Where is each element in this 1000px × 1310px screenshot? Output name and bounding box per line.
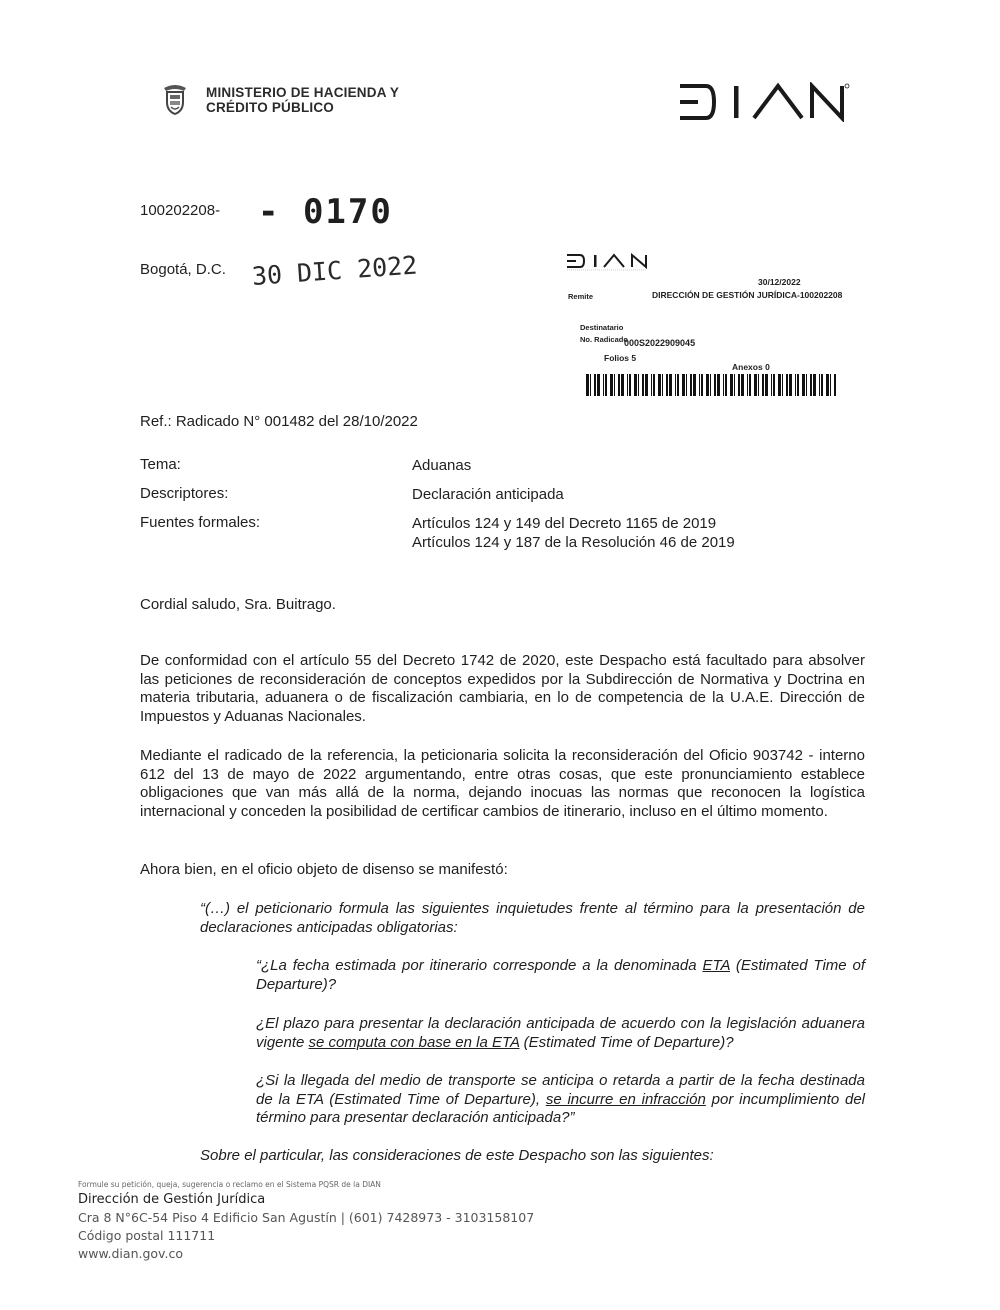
footer-web[interactable]: www.dian.gov.co [78, 1246, 183, 1261]
barcode-bar [653, 374, 655, 396]
receipt-radicado: 000S2022909045 [624, 338, 696, 348]
underlined-infraccion: se incurre en infracción [545, 1090, 706, 1108]
receipt-remite-label: Remite [568, 292, 594, 301]
tema-label: Tema: [140, 456, 181, 473]
barcode-bar [710, 374, 711, 396]
barcode-icon [586, 374, 838, 396]
underlined-computa: se computa con base en la ETA [308, 1033, 520, 1051]
descriptores-value: Declaración anticipada [412, 486, 564, 503]
coat-of-arms-icon [160, 82, 190, 116]
ministry-name [206, 85, 399, 115]
barcode-bar [651, 374, 652, 396]
barcode-bar [658, 374, 661, 396]
barcode-bar [782, 374, 783, 396]
barcode-bar [821, 374, 823, 396]
receipt-dian-logo [566, 251, 668, 271]
barcode-bar [773, 374, 775, 396]
barcode-bar [771, 374, 772, 396]
barcode-bar [699, 374, 700, 396]
dian-logo [678, 82, 850, 122]
date-stamp: 30 DIC 2022 [250, 250, 419, 291]
barcode-bar [789, 374, 792, 396]
barcode-bar [730, 374, 733, 396]
fuentes-value-2: Artículos 124 y 187 de la Resolución 46 de 2019 [412, 534, 735, 551]
ministry-line-1: MINISTERIO DE HACIENDA Y [206, 85, 400, 100]
reference-prefix: 100202208- [140, 202, 221, 219]
quote-question-2: ¿El plazo para presentar la declaración anticipada de acuerdo con la legislación aduanera vigente se computa con base en la ETA (Estimated Time of Departure)? [256, 1015, 865, 1051]
barcode-bar [586, 374, 589, 396]
barcode-bar [795, 374, 796, 396]
barcode-bar [645, 374, 648, 396]
barcode-bar [627, 374, 628, 396]
barcode-bar [686, 374, 687, 396]
barcode-bar [597, 374, 600, 396]
barcode-bar [749, 374, 751, 396]
underlined-eta: ETA [702, 957, 730, 974]
barcode-bar [603, 374, 604, 396]
barcode-bar [717, 374, 720, 396]
descriptores-label: Descriptores: [140, 485, 229, 502]
barcode-bar [734, 374, 735, 396]
barcode-bar [802, 374, 805, 396]
barcode-bar [813, 374, 816, 396]
barcode-bar [693, 374, 696, 396]
barcode-bar [614, 374, 615, 396]
barcode-bar [819, 374, 820, 396]
fuentes-label: Fuentes formales: [140, 514, 261, 531]
barcode-bar [677, 374, 679, 396]
barcode-bar [669, 374, 672, 396]
barcode-bar [723, 374, 724, 396]
barcode-bar [682, 374, 685, 396]
reference-number: - 0170 [258, 192, 393, 232]
barcode-bar [618, 374, 620, 396]
barcode-bar [778, 374, 781, 396]
footer-address: Cra 8 N°6C-54 Piso 4 Edificio San Agustín | (601) 7428973 - 3103158107 [78, 1210, 535, 1225]
city: Bogotá, D.C. [140, 261, 226, 278]
barcode-bar [725, 374, 727, 396]
receipt-folios: Folios 5 [604, 353, 637, 363]
quote-question-1: “¿La fecha estimada por itinerario corresponde a la denominada ETA (Estimated Time of Departure)? [256, 957, 865, 993]
fuentes-value-1: Artículos 124 y 149 del Decreto 1165 de 2019 [412, 515, 717, 532]
barcode-bar [741, 374, 744, 396]
barcode-bar [621, 374, 624, 396]
quote-question-3: ¿Si la llegada del medio de transporte se anticipa o retarda a partir de la fecha destinada de la ETA (Estimated Time of Departure), se incurre en infracción por incumplimiento del término para presentar declaración anticipada?” [256, 1072, 865, 1127]
barcode-bar [806, 374, 807, 396]
receipt-radicado-label: No. Radicado [580, 335, 628, 344]
barcode-bar [642, 374, 644, 396]
barcode-bar [594, 374, 596, 396]
barcode-bar [701, 374, 703, 396]
barcode-bar [747, 374, 748, 396]
barcode-bar [662, 374, 663, 396]
barcode-bar [738, 374, 740, 396]
quote-intro: “(…) el peticionario formula las siguientes inquietudes frente al término para la presentación de declaraciones anticipadas obligatorias: [200, 900, 865, 936]
barcode-bar [590, 374, 591, 396]
footer-note: Formule su petición, queja, sugerencia o reclamo en el Sistema PQSR de la DIAN [78, 1180, 381, 1189]
barcode-bar [638, 374, 639, 396]
barcode-bar [605, 374, 607, 396]
paragraph-2: Mediante el radicado de la referencia, la peticionaria solicita la reconsideración del Oficio 903742 - interno 612 del 13 de mayo de 2022 argumentando, entre otras cosas, que este pronunciamiento establece obligaciones que van más allá de la norma, dejando inocuas las normas que reconocen la logística internacional y conceden la posibilidad de certificar cambios de itinerario, incluso en el último momento. [140, 747, 865, 820]
barcode-bar [834, 374, 836, 396]
ministry-line-2: CRÉDITO PÚBLICO [206, 100, 335, 115]
salutation: Cordial saludo, Sra. Buitrago. [140, 596, 336, 613]
barcode-bar [706, 374, 709, 396]
barcode-bar [786, 374, 788, 396]
footer-direction: Dirección de Gestión Jurídica [78, 1192, 266, 1207]
barcode-bar [826, 374, 829, 396]
receipt-date: 30/12/2022 [758, 277, 801, 287]
barcode-bar [690, 374, 692, 396]
barcode-bar [762, 374, 764, 396]
barcode-bar [810, 374, 812, 396]
barcode-bar [797, 374, 799, 396]
fuentes-value [412, 514, 735, 552]
barcode-bar [754, 374, 757, 396]
paragraph-3: Ahora bien, en el oficio objeto de disenso se manifestó: [140, 861, 508, 878]
receipt-destinatario-label: Destinatario [580, 323, 624, 332]
barcode-bar [830, 374, 831, 396]
quote-conclusion: Sobre el particular, las consideraciones de este Despacho son las siguientes: [200, 1147, 714, 1164]
barcode-bar [629, 374, 631, 396]
receipt-anexos: Anexos 0 [732, 362, 770, 372]
barcode-bar [765, 374, 768, 396]
barcode-bar [758, 374, 759, 396]
paragraph-1: De conformidad con el artículo 55 del Decreto 1742 de 2020, este Despacho está facultado para absolver las peticiones de reconsideración de conceptos expedidos por la Subdirección de Normativa y Doctrina en materia tributaria, aduanera o de fiscalización cambiaria, en lo de competencia de la U.A.E. Dirección de Impuestos y Aduanas Nacionales. [140, 652, 865, 725]
barcode-bar [666, 374, 668, 396]
ref-line: Ref.: Radicado N° 001482 del 28/10/2022 [140, 413, 418, 430]
footer-postal: Código postal 111711 [78, 1228, 216, 1243]
barcode-bar [634, 374, 637, 396]
barcode-bar [610, 374, 613, 396]
tema-value: Aduanas [412, 457, 472, 474]
receipt-remite: DIRECCIÓN DE GESTIÓN JURÍDICA-100202208 [652, 290, 843, 300]
barcode-bar [675, 374, 676, 396]
barcode-bar [714, 374, 716, 396]
